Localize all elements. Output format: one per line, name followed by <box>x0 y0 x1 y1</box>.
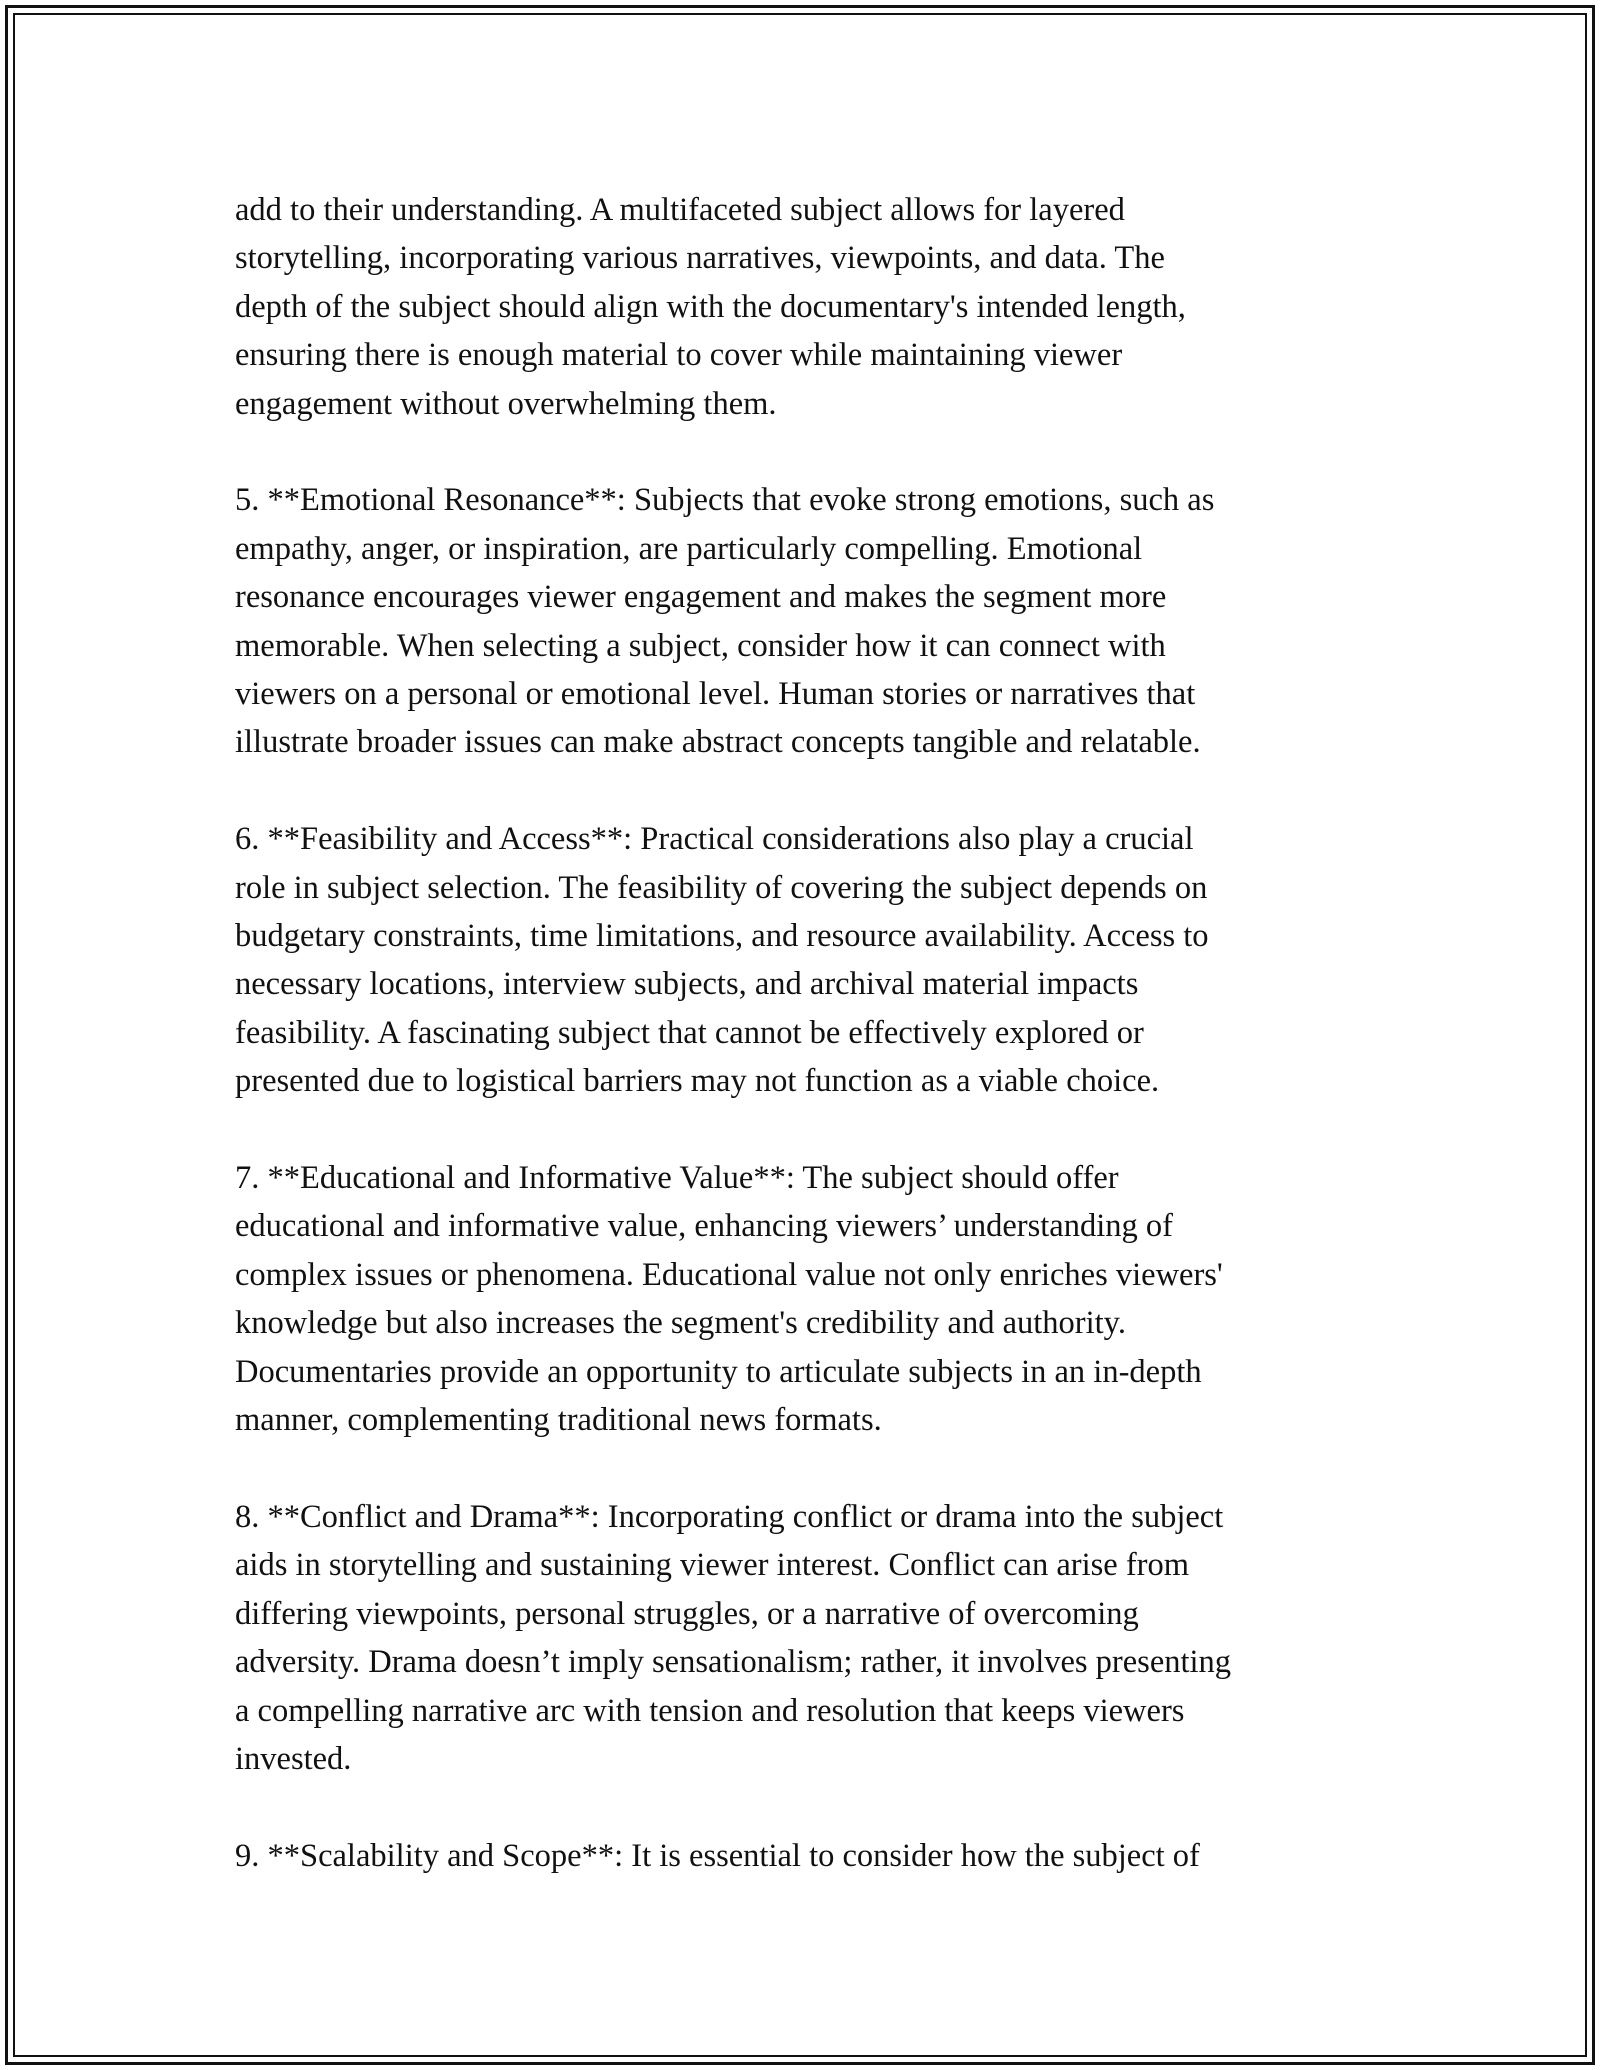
paragraph-educational-value <box>235 1154 1395 1444</box>
text-line: role in subject selection. The feasibility of covering the subject depends on <box>235 869 1208 906</box>
text-line: 8. **Conflict and Drama**: Incorporating conflict or drama into the subject <box>235 1498 1224 1535</box>
text-line: add to their understanding. A multifaceted subject allows for layered <box>235 192 1125 228</box>
text-line: 7. **Educational and Informative Value**: The subject should offer <box>235 1160 1119 1197</box>
text-line: manner, complementing traditional news formats. <box>235 1402 882 1439</box>
text-line: presented due to logistical barriers may not function as a viable choice. <box>235 1063 1160 1100</box>
text-line: complex issues or phenomena. Educational value not only enriches viewers' <box>235 1256 1223 1293</box>
paragraph-scalability-scope <box>235 1832 1395 1880</box>
text-line: invested. <box>235 1740 352 1777</box>
text-line: aids in storytelling and sustaining viewer interest. Conflict can arise from <box>235 1547 1190 1584</box>
text-line: differing viewpoints, personal struggles, or a narrative of overcoming <box>235 1595 1139 1632</box>
text-line: illustrate broader issues can make abstract concepts tangible and relatable. <box>235 724 1201 761</box>
text-line: a compelling narrative arc with tension and resolution that keeps viewers <box>235 1692 1185 1729</box>
text-line: 6. **Feasibility and Access**: Practical considerations also play a crucial <box>235 821 1194 858</box>
text-line: 9. **Scalability and Scope**: It is essential to consider how the subject of <box>235 1837 1200 1874</box>
text-line: necessary locations, interview subjects, and archival material impacts <box>235 966 1139 1003</box>
text-line: empathy, anger, or inspiration, are particularly compelling. Emotional <box>235 530 1143 567</box>
text-line: ensuring there is enough material to cover while maintaining viewer <box>235 337 1123 374</box>
paragraph-conflict-drama <box>235 1493 1395 1783</box>
text-line: knowledge but also increases the segment's credibility and authority. <box>235 1305 1126 1342</box>
text-line: viewers on a personal or emotional level. Human stories or narratives that <box>235 676 1196 713</box>
text-line: 5. **Emotional Resonance**: Subjects that evoke strong emotions, such as <box>235 482 1215 519</box>
text-line: engagement without overwhelming them. <box>235 385 777 422</box>
text-line: Documentaries provide an opportunity to articulate subjects in an in-depth <box>235 1353 1202 1390</box>
paragraph-feasibility-access <box>235 815 1395 1105</box>
text-line: memorable. When selecting a subject, consider how it can connect with <box>235 627 1166 664</box>
document-body <box>235 186 1395 1929</box>
text-line: depth of the subject should align with the documentary's intended length, <box>235 288 1186 325</box>
paragraph-depth-continuation <box>235 186 1395 428</box>
text-line: resonance encourages viewer engagement and makes the segment more <box>235 579 1167 616</box>
text-line: budgetary constraints, time limitations, and resource availability. Access to <box>235 918 1209 955</box>
text-line: storytelling, incorporating various narratives, viewpoints, and data. The <box>235 240 1165 277</box>
text-line: educational and informative value, enhancing viewers’ understanding of <box>235 1208 1173 1245</box>
paragraph-emotional-resonance <box>235 476 1395 766</box>
text-line: adversity. Drama doesn’t imply sensationalism; rather, it involves presenting <box>235 1644 1232 1681</box>
text-line: feasibility. A fascinating subject that cannot be effectively explored or <box>235 1014 1144 1051</box>
